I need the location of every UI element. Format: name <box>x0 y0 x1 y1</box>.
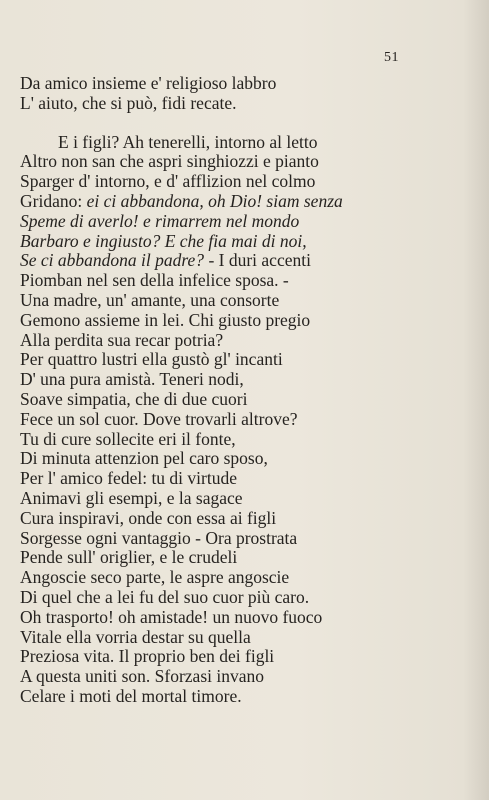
verse-line: D' una pura amistà. Teneri nodi, <box>20 369 244 390</box>
verse-italic: Se ci abbandona il padre? <box>20 250 205 271</box>
page-number: 51 <box>384 50 399 65</box>
verse-line: Da amico insieme e' religioso labbro <box>20 73 277 93</box>
page-edge-shadow <box>463 0 489 800</box>
verse-line: A questa uniti son. Sforzasi invano <box>20 666 265 687</box>
verse-line: Vitale ella vorria destar su quella <box>20 626 251 647</box>
verse-italic: ei ci abbandona, oh Dio! siam senza <box>86 190 343 211</box>
verse-line: Pende sull' origlier, e le crudeli <box>20 547 238 568</box>
verse-line: Cura inspiravi, onde con essa ai figli <box>20 507 277 528</box>
verse-line <box>20 192 360 212</box>
verse-line: Per l' amico fedel: tu di virtude <box>20 468 237 489</box>
verse-line: Piomban nel sen della infelice sposa. - <box>20 270 289 291</box>
verse-line: Gemono assieme in lei. Chi giusto pregio <box>20 309 311 330</box>
stanza-break <box>20 114 360 133</box>
verse-line: Alla perdita sua recar potria? <box>20 329 224 350</box>
verse-line: Altro non san che aspri singhiozzi e pianto <box>20 151 319 172</box>
verse-line: Celare i moti del mortal timore. <box>20 685 242 706</box>
verse-line: Oh trasporto! oh amistade! un nuovo fuoco <box>20 606 323 627</box>
verse-line: Di minuta attenzion pel caro sposo, <box>20 448 268 469</box>
verse-line: Barbaro e ingiusto? E che fia mai di noi, <box>20 230 307 251</box>
verse-line: Sorgesse ogni vantaggio - Ora prostrata <box>20 527 298 548</box>
verse-line: Speme di averlo! e rimarrem nel mondo <box>20 210 300 231</box>
verse-line: Una madre, un' amante, una consorte <box>20 289 280 310</box>
verse-roman: Gridano: <box>20 190 87 211</box>
verse-line: Di quel che a lei fu del suo cuor più caro. <box>20 586 310 607</box>
verse-line: Angoscie seco parte, le aspre angoscie <box>20 567 290 588</box>
verse-line: Fece un sol cuor. Dove trovarli altrove? <box>20 408 298 429</box>
verse-line: Sparger d' intorno, e d' afflizion nel colmo <box>20 171 316 192</box>
verse-line: Preziosa vita. Il proprio ben dei figli <box>20 646 275 667</box>
verse-roman: - I duri accenti <box>204 250 311 271</box>
verse-line: Soave simpatia, che di due cuori <box>20 388 248 409</box>
verse-line <box>20 251 360 271</box>
verse-line: Animavi gli esempi, e la sagace <box>20 487 243 508</box>
verse-line: E i figli? Ah tenerelli, intorno al letto <box>58 131 318 152</box>
poem-text <box>20 74 360 707</box>
verse-line: Tu di cure sollecite eri il fonte, <box>20 428 236 449</box>
verse-line: L' aiuto, che si può, fidi recate. <box>20 92 237 113</box>
verse-line: Per quattro lustri ella gustò gl' incanti <box>20 349 283 370</box>
